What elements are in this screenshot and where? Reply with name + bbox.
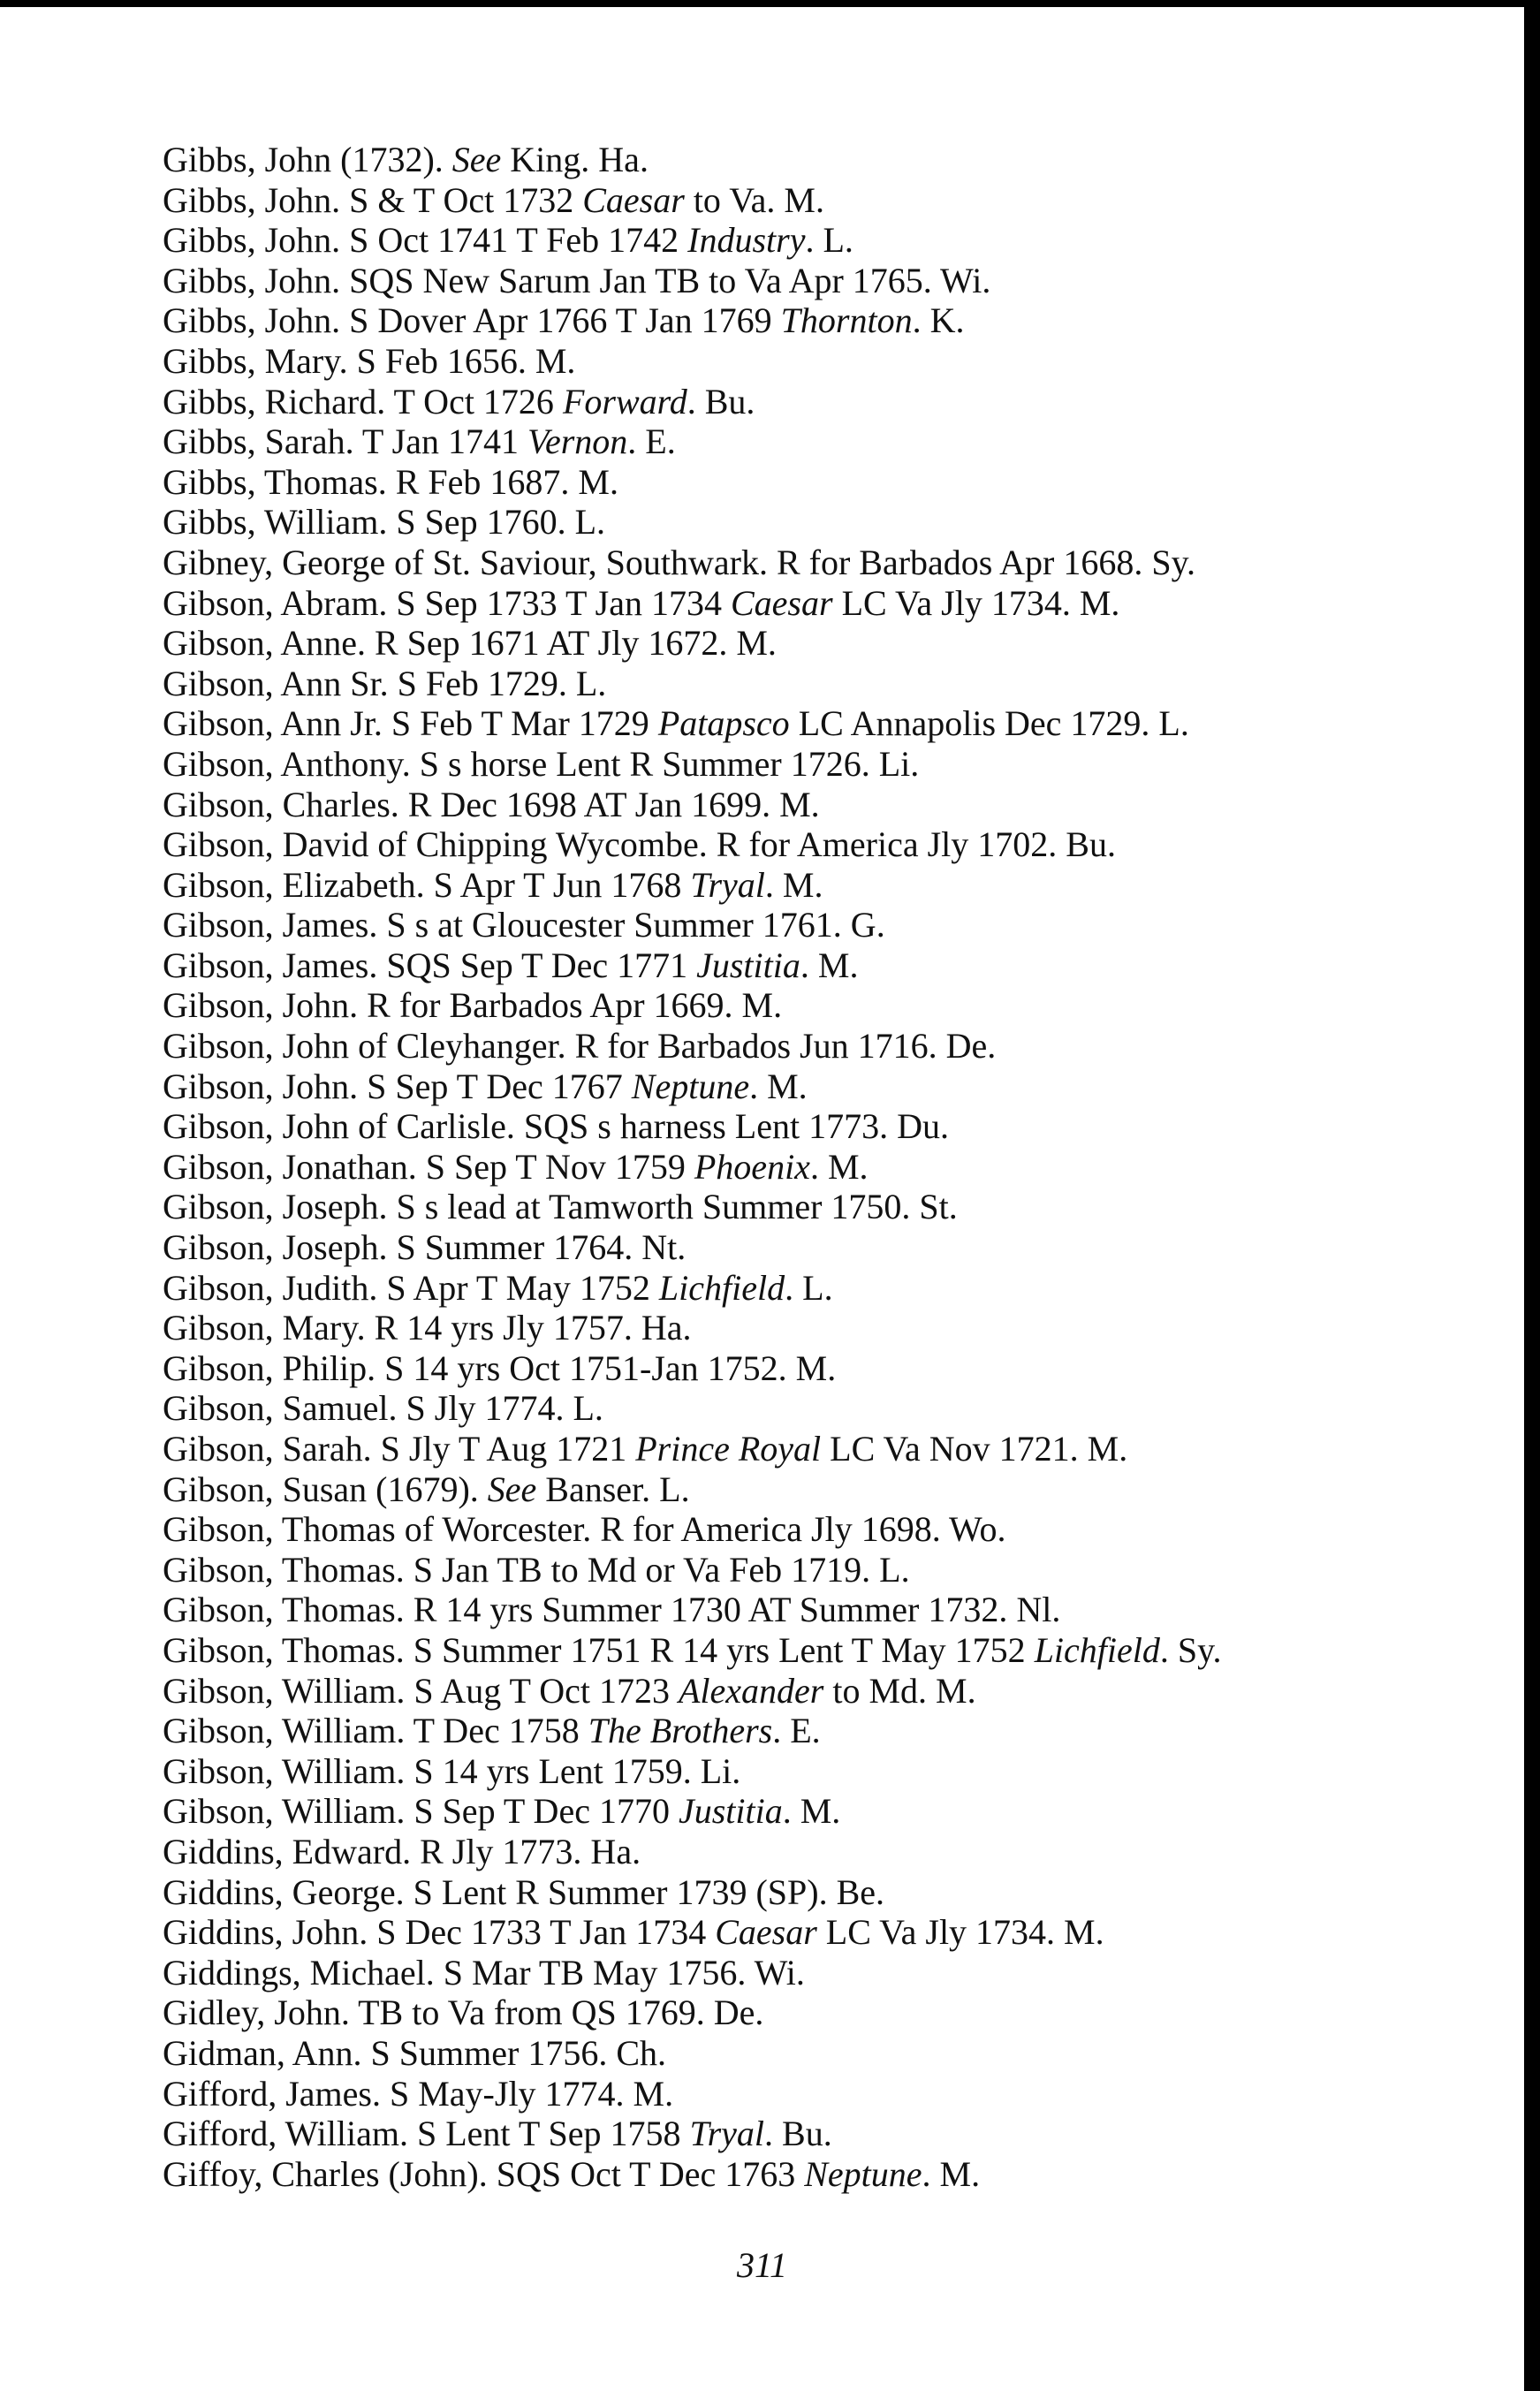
entry-text: Gibson, Judith. S Apr T May 1752 xyxy=(163,1267,659,1308)
entry-text: Gibson, Jonathan. S Sep T Nov 1759 xyxy=(163,1146,694,1187)
entry-text: Gibson, John. S Sep T Dec 1767 xyxy=(163,1066,632,1106)
entry-line xyxy=(163,744,1382,785)
entry-text: to Md. M. xyxy=(823,1670,976,1711)
entry-line xyxy=(163,543,1382,583)
entry-italic-text: Industry xyxy=(687,220,806,261)
entry-line xyxy=(163,1388,1382,1429)
entry-italic-text: Lichfield xyxy=(658,1267,785,1308)
entry-line xyxy=(163,1429,1382,1469)
entry-line xyxy=(163,1227,1382,1268)
entry-text: . Bu. xyxy=(764,2114,832,2154)
entry-line xyxy=(163,824,1382,865)
entry-text: Gibbs, John. S & T Oct 1732 xyxy=(163,179,583,220)
page-number: 311 xyxy=(736,2245,788,2285)
entry-text: . E. xyxy=(627,421,676,462)
entry-text: . E. xyxy=(772,1711,821,1751)
entry-line xyxy=(163,1187,1382,1227)
entry-text: LC Annapolis Dec 1729. L. xyxy=(789,703,1189,744)
entry-line xyxy=(163,2114,1382,2154)
entry-line xyxy=(163,1590,1382,1630)
entry-line xyxy=(163,1711,1382,1751)
entry-italic-text: Phoenix xyxy=(694,1146,810,1187)
entry-line xyxy=(163,1026,1382,1066)
entry-line xyxy=(163,1106,1382,1147)
entry-text: . M. xyxy=(782,1791,841,1832)
entry-italic-text: See xyxy=(451,140,502,179)
entry-text: Gibbs, John. SQS New Sarum Jan TB to Va Apr 1765. Wi. xyxy=(163,260,991,300)
entry-italic-text: Alexander xyxy=(678,1670,824,1711)
entry-text: . M. xyxy=(800,945,859,985)
entry-line xyxy=(163,341,1382,382)
entry-text: Giddings, Michael. S Mar TB May 1756. Wi. xyxy=(163,1952,805,1992)
entry-line xyxy=(163,1671,1382,1712)
entry-line xyxy=(163,664,1382,704)
entry-text: . Bu. xyxy=(687,381,755,421)
entry-text: Gibson, Joseph. S s lead at Tamworth Summer 1750. St. xyxy=(163,1187,958,1227)
entry-line xyxy=(163,1791,1382,1832)
entry-italic-text: Tryal xyxy=(690,864,765,905)
entry-line xyxy=(163,1509,1382,1550)
entry-line xyxy=(163,623,1382,664)
entry-text: Gibbs, John (1732). xyxy=(163,140,452,179)
entry-text: to Va. M. xyxy=(684,179,824,220)
entry-line xyxy=(163,2154,1382,2195)
entry-line xyxy=(163,502,1382,543)
entry-line xyxy=(163,1953,1382,1993)
entry-text: Gifford, James. S May-Jly 1774. M. xyxy=(163,2073,674,2114)
entry-italic-text: Justitia xyxy=(678,1791,783,1832)
entry-text: Gibson, William. S 14 yrs Lent 1759. Li. xyxy=(163,1750,741,1791)
entry-text: LC Va Jly 1734. M. xyxy=(816,1912,1104,1953)
entry-line xyxy=(163,261,1382,301)
entry-text: Gibson, Philip. S 14 yrs Oct 1751-Jan 1752. M. xyxy=(163,1347,837,1388)
entry-line xyxy=(163,300,1382,341)
entry-italic-text: Prince Royal xyxy=(635,1429,822,1469)
entry-text: Giddins, Edward. R Jly 1773. Ha. xyxy=(163,1831,641,1871)
entry-text: . M. xyxy=(749,1066,808,1106)
entry-italic-text: Justitia xyxy=(696,945,800,985)
entry-text: LC Va Jly 1734. M. xyxy=(832,582,1120,623)
entry-line xyxy=(163,140,1382,180)
entry-text: Gibson, Thomas of Worcester. R for America Jly 1698. Wo. xyxy=(163,1509,1006,1550)
entry-text: Gibbs, John. S Dover Apr 1766 T Jan 1769 xyxy=(163,300,781,341)
entry-text: . L. xyxy=(785,1267,833,1308)
entry-text: Gidley, John. TB to Va from QS 1769. De. xyxy=(163,1992,764,2033)
entry-line xyxy=(163,1348,1382,1389)
entry-text: . M. xyxy=(809,1146,869,1187)
entry-text: King. Ha. xyxy=(501,140,649,179)
entry-line xyxy=(163,785,1382,825)
entry-text: Giddins, George. S Lent R Summer 1739 (SP). Be. xyxy=(163,1871,885,1912)
entry-text: Gibson, William. S Aug T Oct 1723 xyxy=(163,1670,679,1711)
scan-border-top xyxy=(0,0,1540,7)
entry-text: Gibson, Elizabeth. S Apr T Jun 1768 xyxy=(163,864,691,905)
entry-italic-text: Tryal xyxy=(689,2114,765,2154)
entry-text: Gibson, William. T Dec 1758 xyxy=(163,1711,588,1751)
entry-text: Gibbs, William. S Sep 1760. L. xyxy=(163,502,605,543)
entry-text: LC Va Nov 1721. M. xyxy=(821,1429,1128,1469)
entry-text: Gibson, Mary. R 14 yrs Jly 1757. Ha. xyxy=(163,1308,692,1348)
entry-italic-text: Thornton xyxy=(780,300,913,341)
entry-text: Giffoy, Charles (John). SQS Oct T Dec 1763 xyxy=(163,2153,805,2194)
entry-line xyxy=(163,1751,1382,1792)
entry-italic-text: Caesar xyxy=(582,179,685,220)
entry-line xyxy=(163,583,1382,624)
entry-text: Gibson, Charles. R Dec 1698 AT Jan 1699. M. xyxy=(163,784,820,824)
entry-text: Gibson, Ann Sr. S Feb 1729. L. xyxy=(163,663,607,703)
entry-line xyxy=(163,1832,1382,1872)
entry-text: . Sy. xyxy=(1159,1629,1222,1670)
entry-italic-text: Lichfield xyxy=(1034,1629,1160,1670)
entry-text: Gibson, Thomas. S Jan TB to Md or Va Feb 1719. L. xyxy=(163,1549,910,1590)
entry-line xyxy=(163,1992,1382,2033)
entry-text: Gibson, Sarah. S Jly T Aug 1721 xyxy=(163,1429,636,1469)
scan-border-right xyxy=(1524,0,1540,2391)
entry-text: . M. xyxy=(922,2153,981,2194)
entry-text: Giddins, John. S Dec 1733 T Jan 1734 xyxy=(163,1912,716,1953)
entry-line xyxy=(163,703,1382,744)
entry-text: Gibbs, Mary. S Feb 1656. M. xyxy=(163,340,576,381)
entry-italic-text: Neptune xyxy=(804,2153,922,2194)
entry-text: Banser. L. xyxy=(536,1469,690,1509)
entry-text: . K. xyxy=(912,300,965,341)
entry-text: Gibson, James. S s at Gloucester Summer 1761. G. xyxy=(163,905,885,945)
entry-text: Gibson, Abram. S Sep 1733 T Jan 1734 xyxy=(163,582,731,623)
entry-italic-text: The Brothers xyxy=(588,1711,773,1751)
entry-line xyxy=(163,2074,1382,2114)
entry-italic-text: Caesar xyxy=(731,582,833,623)
entry-text: Gibbs, Thomas. R Feb 1687. M. xyxy=(163,461,618,502)
entry-text: Gibson, Susan (1679). xyxy=(163,1469,488,1509)
entry-italic-text: See xyxy=(487,1469,537,1509)
entry-line xyxy=(163,2033,1382,2074)
entry-line xyxy=(163,1268,1382,1309)
entry-text: Gibbs, Richard. T Oct 1726 xyxy=(163,381,563,421)
entry-text: Gibson, Anne. R Sep 1671 AT Jly 1672. M. xyxy=(163,623,777,664)
entry-text: Gibson, Samuel. S Jly 1774. L. xyxy=(163,1388,603,1429)
entry-text: . L. xyxy=(805,220,853,261)
entry-text: Gibson, Anthony. S s horse Lent R Summer 1726. Li. xyxy=(163,743,920,784)
entry-text: Gibson, Thomas. S Summer 1751 R 14 yrs Lent T May 1752 xyxy=(163,1629,1035,1670)
entry-text: Gibson, Joseph. S Summer 1764. Nt. xyxy=(163,1227,687,1268)
entry-line xyxy=(163,1469,1382,1510)
entry-italic-text: Vernon xyxy=(527,421,628,462)
entry-text: Gibson, James. SQS Sep T Dec 1771 xyxy=(163,945,697,985)
entry-italic-text: Forward xyxy=(562,381,687,421)
entry-text: Gibson, John of Cleyhanger. R for Barbados Jun 1716. De. xyxy=(163,1026,997,1066)
entry-line xyxy=(163,1912,1382,1953)
entry-line xyxy=(163,462,1382,503)
entry-text: . M. xyxy=(764,864,823,905)
entry-line xyxy=(163,1872,1382,1913)
entry-text: Gibbs, Sarah. T Jan 1741 xyxy=(163,421,527,462)
entry-line xyxy=(163,1308,1382,1348)
entry-text: Gibbs, John. S Oct 1741 T Feb 1742 xyxy=(163,220,688,261)
entry-line xyxy=(163,180,1382,221)
entry-text: Gibson, William. S Sep T Dec 1770 xyxy=(163,1791,679,1832)
entry-line xyxy=(163,905,1382,945)
entry-text: Gibson, Thomas. R 14 yrs Summer 1730 AT Summer 1732. Nl. xyxy=(163,1590,1061,1630)
entry-italic-text: Caesar xyxy=(715,1912,817,1953)
entry-text: Gibson, John. R for Barbados Apr 1669. M. xyxy=(163,985,783,1026)
entry-line xyxy=(163,1066,1382,1107)
entry-line xyxy=(163,1147,1382,1188)
entry-line xyxy=(163,1550,1382,1590)
entry-line xyxy=(163,421,1382,462)
entry-text: Gifford, William. S Lent T Sep 1758 xyxy=(163,2114,690,2154)
entry-italic-text: Patapsco xyxy=(657,703,790,744)
entry-text: Gibney, George of St. Saviour, Southwark. R for Barbados Apr 1668. Sy. xyxy=(163,542,1196,582)
entry-text: Gibson, Ann Jr. S Feb T Mar 1729 xyxy=(163,703,658,744)
entry-line xyxy=(163,985,1382,1026)
entry-line xyxy=(163,220,1382,261)
entry-list xyxy=(163,140,1382,2194)
entry-text: Gibson, John of Carlisle. SQS s harness Lent 1773. Du. xyxy=(163,1106,949,1147)
entry-text: Gidman, Ann. S Summer 1756. Ch. xyxy=(163,2032,667,2073)
entry-line xyxy=(163,382,1382,422)
entry-line xyxy=(163,1630,1382,1671)
entry-line xyxy=(163,945,1382,986)
entry-line xyxy=(163,865,1382,906)
entry-text: Gibson, David of Chipping Wycombe. R for America Jly 1702. Bu. xyxy=(163,824,1116,865)
entry-italic-text: Neptune xyxy=(631,1066,750,1106)
